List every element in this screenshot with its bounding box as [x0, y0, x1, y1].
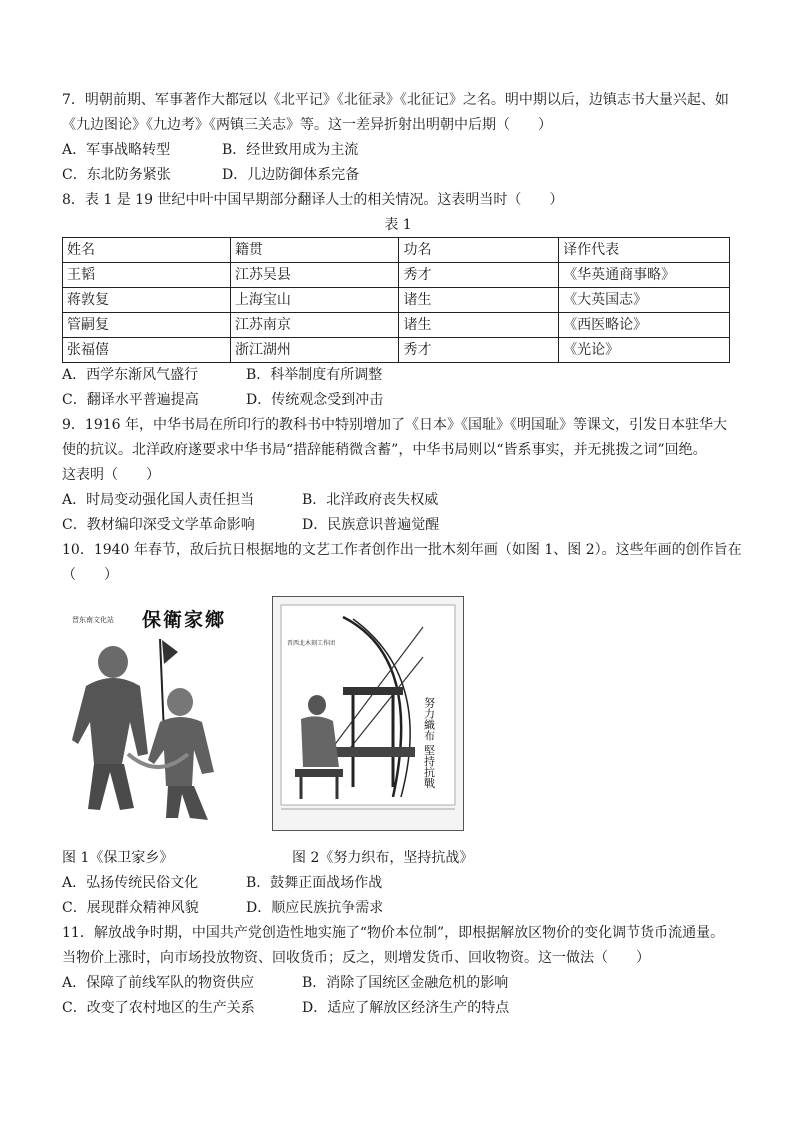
figure-1-small-label: 晋东南文化站 [72, 616, 114, 624]
question-9-option-c[interactable]: C．教材编印深受文学革命影响 [62, 517, 255, 533]
question-8-options-row2 [62, 388, 734, 413]
question-9-stem-line3: 这表明（ ） [62, 467, 160, 483]
question-7-options-row1 [62, 138, 734, 163]
table-cell: 《光论》 [559, 338, 730, 363]
table-row [63, 263, 730, 288]
question-10-option-b[interactable]: B．鼓舞正面战场作战 [246, 875, 383, 891]
table-header-row [63, 238, 730, 263]
question-11-options-row2 [62, 996, 734, 1021]
table-cell: 江苏吴县 [230, 263, 399, 288]
table-cell: 王韬 [63, 263, 231, 288]
table-cell: 上海宝山 [230, 288, 399, 313]
question-10-options-row2 [62, 896, 734, 921]
table-cell: 蒋敦复 [63, 288, 231, 313]
question-9-stem-line1: 9．1916 年，中华书局在所印行的教科书中特别增加了《日本》《国耻》《明国耻》等课文，引发日本驻华大 [62, 417, 727, 433]
question-7-stem-line2: 《九边图论》《九边考》《两镇三关志》等。这一差异折射出明朝中后期（ ） [62, 117, 552, 133]
question-11-stem-line2: 当物价上涨时，向市场投放物资、回收货币；反之，则增发货币、回收物资。这一做法（ ） [62, 950, 650, 966]
question-7 [62, 88, 734, 188]
question-8 [62, 188, 734, 413]
figure-captions [62, 846, 734, 871]
table-row [63, 313, 730, 338]
table-1-caption: 表 1 [384, 217, 412, 233]
question-11-option-d[interactable]: D．适应了解放区经济生产的特点 [302, 1000, 510, 1016]
table-cell: 《大英国志》 [559, 288, 730, 313]
table-cell: 张福僖 [63, 338, 231, 363]
figure-2-small-label: 晋西北木刻工作团 [287, 640, 336, 647]
question-7-option-b[interactable]: B．经世致用成为主流 [222, 142, 359, 158]
question-8-stem: 8．表 1 是 19 世纪中叶中国早期部分翻译人士的相关情况。这表明当时（ ） [62, 192, 564, 208]
question-10-stem-line1: 10．1940 年春节，敌后抗日根据地的文艺工作者创作出一批木刻年画（如图 1、图 2）。这些年画的创作旨在 [62, 542, 742, 558]
question-11-option-a[interactable]: A．保障了前线军队的物资供应 [62, 975, 255, 991]
question-8-option-d[interactable]: D．传统观念受到冲击 [246, 392, 384, 408]
question-11 [62, 921, 734, 1021]
question-8-options-row1 [62, 363, 734, 388]
figures-row [62, 596, 734, 846]
question-11-stem-line1: 11．解放战争时期，中国共产党创造性地实施了“物价本位制”，即根据解放区物价的变化调节货币流通量。 [62, 925, 725, 941]
question-9-option-d[interactable]: D．民族意识普遍觉醒 [302, 517, 440, 533]
figure-1-title: 保衛家鄉 [142, 609, 227, 631]
table-cell: 诸生 [399, 288, 559, 313]
figure-2-slogan: 努力織布 堅持抗戰 [422, 697, 436, 789]
figure-2-caption: 图 2《努力织布，坚持抗战》 [292, 850, 474, 866]
question-10-options-row1 [62, 871, 734, 896]
table-header-works: 译作代表 [559, 238, 730, 263]
table-cell: 诸生 [399, 313, 559, 338]
exam-page [62, 88, 742, 1021]
question-8-option-a[interactable]: A．西学东渐风气盛行 [62, 367, 199, 383]
question-10-option-d[interactable]: D．顺应民族抗争需求 [246, 900, 384, 916]
table-1 [62, 237, 730, 363]
question-9 [62, 413, 734, 538]
question-10-option-c[interactable]: C．展现群众精神风貌 [62, 900, 199, 916]
question-7-stem-line1: 7．明朝前期、军事著作大都冠以《北平记》《北征录》《北征记》之名。明中期以后，边镇志书大量兴起、如 [62, 92, 729, 108]
table-cell: 江苏南京 [230, 313, 399, 338]
question-11-options-row1 [62, 971, 734, 996]
question-9-option-b[interactable]: B．北洋政府丧失权威 [302, 492, 439, 508]
table-cell: 《华英通商事略》 [559, 263, 730, 288]
question-7-option-d[interactable]: D．儿边防御体系完备 [222, 167, 360, 183]
table-header-rank: 功名 [399, 238, 559, 263]
figure-1-caption: 图 1《保卫家乡》 [62, 850, 174, 866]
table-cell: 浙江湖州 [230, 338, 399, 363]
question-10 [62, 538, 742, 921]
table-row [63, 338, 730, 363]
table-row [63, 288, 730, 313]
table-cell: 秀才 [399, 338, 559, 363]
table-header-origin: 籍贯 [230, 238, 399, 263]
question-8-option-c[interactable]: C．翻译水平普遍提高 [62, 392, 199, 408]
question-9-options-row1 [62, 488, 734, 513]
question-7-options-row2 [62, 163, 734, 188]
table-header-name: 姓名 [63, 238, 231, 263]
question-9-option-a[interactable]: A．时局变动强化国人责任担当 [62, 492, 255, 508]
question-8-option-b[interactable]: B．科举制度有所调整 [246, 367, 383, 383]
question-10-option-a[interactable]: A．弘扬传统民俗文化 [62, 875, 199, 891]
table-cell: 《西医略论》 [559, 313, 730, 338]
question-7-option-c[interactable]: C．东北防务紧张 [62, 167, 171, 183]
question-9-options-row2 [62, 513, 734, 538]
question-11-option-c[interactable]: C．改变了农村地区的生产关系 [62, 1000, 255, 1016]
question-10-stem-line2: （ ） [62, 567, 118, 583]
figure-1-woodcut-image [68, 604, 246, 829]
table-cell: 管嗣复 [63, 313, 231, 338]
figure-2-woodcut-image [272, 596, 464, 831]
question-7-option-a[interactable]: A．军事战略转型 [62, 142, 171, 158]
question-9-stem-line2: 使的抗议。北洋政府遂要求中华书局“措辞能稍微含蓄”，中华书局则以“皆系事实，并无挑拨之词”回绝。 [62, 442, 707, 458]
question-11-option-b[interactable]: B．消除了国统区金融危机的影响 [302, 975, 509, 991]
table-cell: 秀才 [399, 263, 559, 288]
